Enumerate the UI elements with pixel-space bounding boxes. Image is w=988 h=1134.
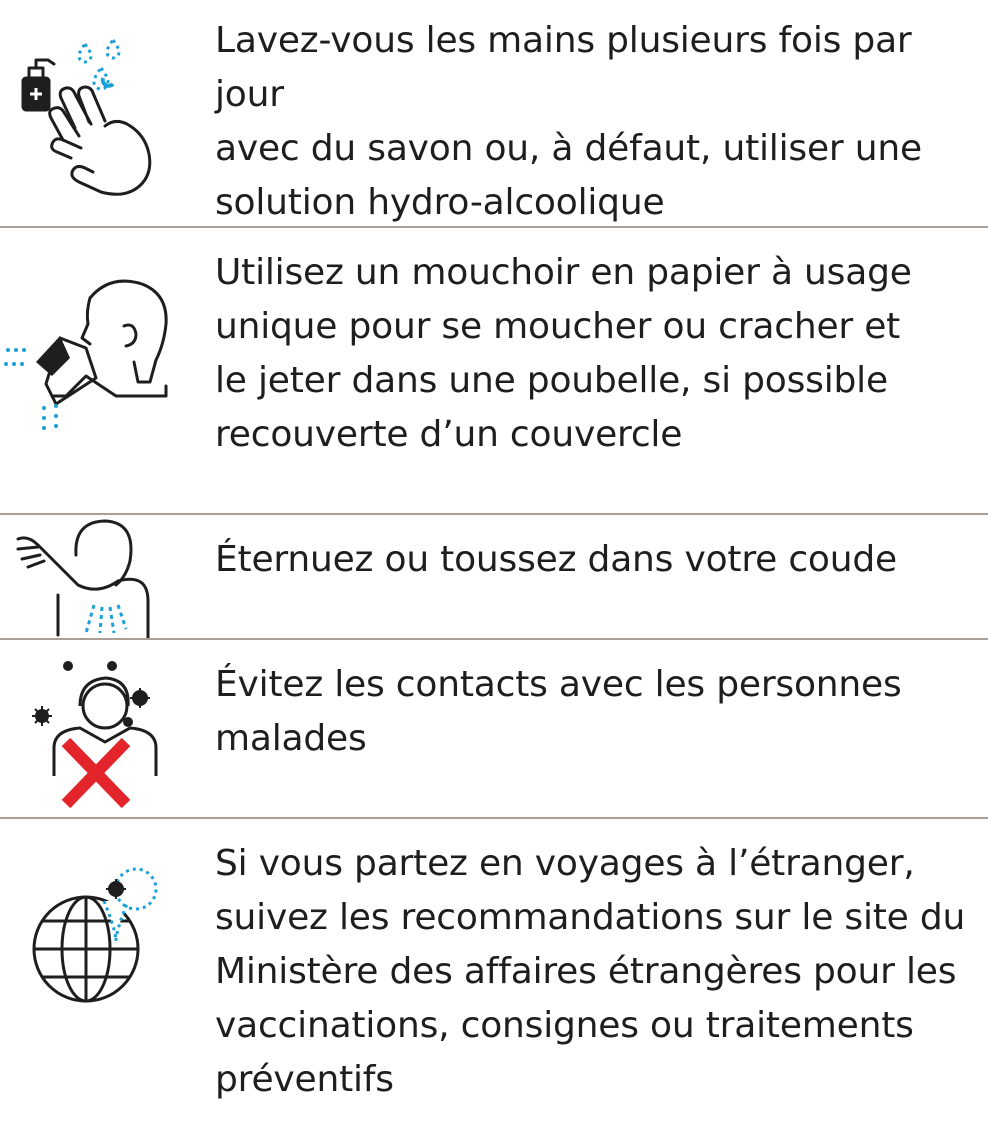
tip-travel [0,819,988,1134]
tip-text: Si vous partez en voyages à l’étranger, suivez les recommandations sur le site du Ministère des affaires étrangères pour les vaccinations, consignes ou traitements préventifs [215,843,966,1100]
tip-tissue [0,228,988,513]
tip-text: Utilisez un mouchoir en papier à usage unique pour se moucher ou cracher et le jeter dans une poubelle, si possible recouverte d’un couvercle [215,252,912,455]
avoid-sick-contact-icon [30,658,190,823]
tissue-sneeze-icon [0,268,180,458]
tip-text: Éternuez ou toussez dans votre coude [215,539,897,580]
travel-globe-icon [28,849,178,1009]
tip-text: Évitez les contacts avec les personnes malades [215,664,902,759]
hand-washing-icon [15,30,165,210]
tip-text: Lavez-vous les mains plusieurs fois par jour avec du savon ou, à défaut, utiliser une solution hydro-alcoolique [215,20,922,223]
tip-avoid-contact [0,640,988,817]
tip-elbow [0,515,988,638]
tip-hand-washing [0,0,988,226]
elbow-cough-icon [10,515,170,638]
